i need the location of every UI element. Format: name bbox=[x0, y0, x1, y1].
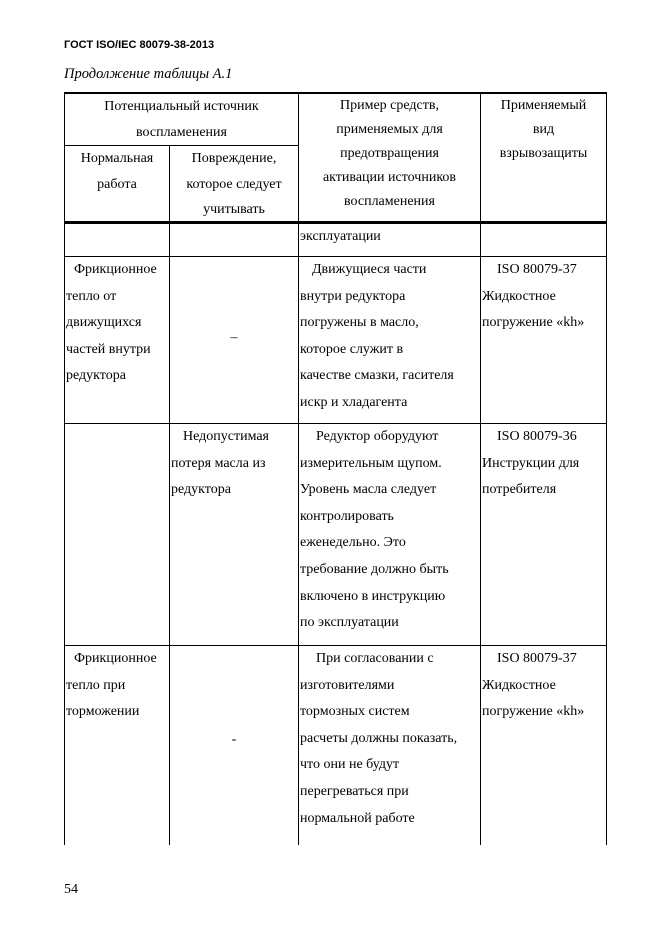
cell-line: нормальной работе bbox=[300, 810, 415, 826]
header-means-line: Пример средств, bbox=[340, 98, 439, 113]
cell-line: торможении bbox=[66, 704, 140, 720]
cell-line: внутри редуктора bbox=[300, 288, 406, 304]
cell-line: ISO 80079-36 bbox=[497, 429, 577, 444]
document-code: ГОСТ ISO/IEC 80079-38-2013 bbox=[64, 39, 215, 51]
cell-line: что они не будут bbox=[300, 757, 400, 773]
cell-line: частей внутри bbox=[66, 341, 151, 357]
cell-line: измерительным щупом. bbox=[300, 455, 442, 471]
cell-line: Фрикционное bbox=[74, 651, 157, 666]
cell-line: погружены в масло, bbox=[300, 315, 419, 331]
cell-line: эксплуатации bbox=[300, 229, 381, 244]
header-protection bbox=[481, 94, 606, 166]
header-source-line: Потенциальный источник bbox=[104, 99, 259, 114]
col-rule-0 bbox=[64, 92, 65, 845]
cell-line: Фрикционное bbox=[74, 262, 157, 277]
header-damage-line: учитывать bbox=[203, 202, 265, 217]
cell-line: тормозных систем bbox=[300, 704, 410, 720]
header-normal-line: работа bbox=[97, 176, 137, 192]
cell-line: Уровень масла следует bbox=[300, 482, 437, 498]
row0-means bbox=[300, 224, 381, 251]
col-rule-4 bbox=[606, 92, 607, 845]
cell-line: движущихся bbox=[66, 315, 142, 331]
row1-normal bbox=[66, 257, 157, 390]
row3-normal bbox=[66, 646, 157, 726]
cell-line: тепло при bbox=[66, 677, 126, 693]
cell-line: погружение «kh» bbox=[482, 315, 585, 331]
cell-line: ISO 80079-37 bbox=[497, 262, 577, 277]
header-damage bbox=[170, 146, 298, 223]
row2-protection bbox=[482, 424, 579, 504]
row3-damage bbox=[170, 727, 298, 754]
cell-line: редуктора bbox=[171, 482, 231, 498]
cell-line: Жидкостное bbox=[482, 677, 556, 693]
cell-line: редуктора bbox=[66, 368, 126, 384]
header-source bbox=[65, 94, 298, 145]
header-means-line: предотвращения bbox=[340, 146, 439, 161]
header-protection-line: вид bbox=[532, 122, 555, 137]
header-means-line: активации источников bbox=[322, 170, 457, 185]
cell-line: еженедельно. Это bbox=[300, 535, 406, 551]
cell-line: ISO 80079-37 bbox=[497, 651, 577, 666]
cell-line: контролировать bbox=[300, 508, 394, 524]
cell-line: Жидкостное bbox=[482, 288, 556, 304]
cell-line: включено в инструкцию bbox=[300, 588, 446, 604]
header-means-line: применяемых для bbox=[336, 122, 443, 137]
cell-line: требование должно быть bbox=[300, 561, 449, 577]
row1-means bbox=[300, 257, 454, 417]
cell-line: Редуктор оборудуют bbox=[316, 429, 439, 444]
cell-line: перегреваться при bbox=[300, 783, 409, 799]
header-damage-line: Повреждение, bbox=[191, 151, 277, 166]
cell-line: потеря масла из bbox=[171, 455, 266, 471]
header-damage-line: которое следует bbox=[186, 176, 282, 192]
dash: – bbox=[230, 330, 238, 345]
header-normal bbox=[65, 146, 169, 197]
cell-line: Недопустимая bbox=[183, 429, 269, 444]
page-number: 54 bbox=[64, 882, 78, 897]
header-means bbox=[299, 94, 480, 214]
table-caption: Продолжение таблицы А.1 bbox=[64, 66, 233, 82]
header-source-line: воспламенения bbox=[136, 124, 227, 140]
cell-line: погружение «kh» bbox=[482, 704, 585, 720]
cell-line: которое служит в bbox=[300, 341, 404, 357]
cell-line: Движущиеся части bbox=[312, 262, 427, 277]
row1-protection bbox=[482, 257, 584, 337]
cell-line: Инструкции для bbox=[482, 455, 580, 471]
row1-damage bbox=[170, 325, 298, 352]
cell-line: При согласовании с bbox=[316, 651, 434, 666]
row2-damage bbox=[171, 424, 269, 504]
header-normal-line: Нормальная bbox=[80, 151, 154, 166]
header-protection-line: Применяемый bbox=[500, 98, 587, 113]
cell-line: потребителя bbox=[482, 482, 557, 498]
cell-line: тепло от bbox=[66, 288, 117, 304]
header-means-line: воспламенения bbox=[344, 194, 435, 209]
cell-line: качестве смазки, гасителя bbox=[300, 368, 454, 384]
cell-line: искр и хладагента bbox=[300, 394, 408, 410]
header-protection-line: взрывозащиты bbox=[499, 146, 588, 161]
row2-means bbox=[300, 424, 449, 637]
row3-means bbox=[300, 646, 457, 832]
col-rule-3 bbox=[480, 92, 481, 845]
cell-line: расчеты должны показать, bbox=[300, 730, 458, 746]
cell-line: изготовителями bbox=[300, 677, 395, 693]
cell-line: по эксплуатации bbox=[300, 615, 399, 631]
row3-protection bbox=[482, 646, 584, 726]
dash: - bbox=[231, 732, 237, 747]
